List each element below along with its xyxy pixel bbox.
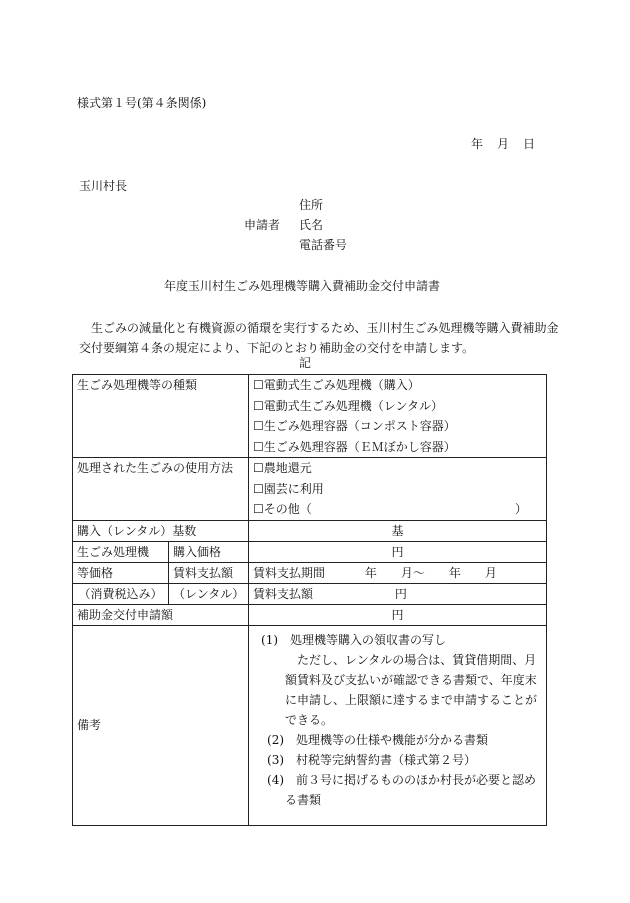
date-year: 年 — [471, 137, 484, 151]
rental-amount-unit: 円 — [394, 586, 407, 601]
price-label-2: 等価格 — [73, 562, 169, 583]
count-unit[interactable]: 基 — [249, 520, 547, 541]
recipient: 玉川村長 — [79, 179, 128, 193]
remark-item-1-note: ただし、レンタルの場合は、賃貸借期間、月額賃料及び支払いが確認できる書類で、年度末に申請し、上限額に達するまで申請することができる。 — [285, 652, 538, 727]
address-label: 住所 — [299, 198, 324, 212]
date-line — [471, 137, 549, 153]
rental-period-label: 賃料支払期間 — [253, 565, 326, 580]
option-other[interactable]: ☐その他（ ） — [253, 499, 542, 520]
ki-marker: 記 — [299, 356, 312, 370]
name-label: 氏名 — [299, 218, 324, 232]
rental-period[interactable] — [249, 562, 547, 583]
subsidy-unit[interactable]: 円 — [249, 604, 547, 625]
option-gardening[interactable]: ☐園芸に利用 — [253, 481, 324, 496]
option-electric-purchase[interactable]: ☐電動式生ごみ処理機（購入） — [253, 378, 420, 392]
remark-item-1: (1) 処理機等購入の領収書の写し — [261, 632, 447, 647]
row-usage — [73, 458, 547, 521]
option-em-bokashi-container[interactable]: ☐生ごみ処理容器（ＥＭぼかし容器） — [253, 439, 456, 454]
rental-amount-label: 賃料支払額 — [253, 586, 314, 601]
subsidy-label: 補助金交付申請額 — [73, 604, 249, 625]
remark-item-4: (4) 前３号に掲げるもののほか村長が必要と認める書類 — [267, 772, 537, 807]
remarks-label: 備考 — [73, 625, 249, 825]
date-month: 月 — [497, 137, 510, 151]
remarks-content — [249, 625, 547, 825]
remark-item-2: (2) 処理機等の仕様や機能が分かる書類 — [267, 732, 489, 747]
count-label: 購入（レンタル）基数 — [73, 520, 249, 541]
application-table — [72, 374, 547, 826]
purchase-price-unit[interactable]: 円 — [249, 541, 547, 562]
row-rental-period — [73, 562, 547, 583]
rental-period-value: 年 月～ 年 月 — [364, 565, 497, 580]
phone-label: 電話番号 — [299, 238, 348, 252]
row-count — [73, 520, 547, 541]
form-number: 様式第１号(第４条関係) — [77, 96, 207, 110]
row-remarks — [73, 625, 547, 825]
rental-label-1: 賃料支払額 — [169, 562, 249, 583]
row-equipment-type — [73, 375, 547, 458]
purchase-price-label: 購入価格 — [169, 541, 249, 562]
body-paragraph: 生ごみの減量化と有機資源の循環を実行するため、玉川村生ごみ処理機等購入費補助金交付要綱第４条の規定により、下記のとおり補助金の交付を申請します。 — [79, 321, 559, 355]
row-purchase-price — [73, 541, 547, 562]
applicant-label: 申請者 — [244, 218, 281, 232]
equipment-options — [249, 375, 547, 458]
price-label-1: 生ごみ処理機 — [73, 541, 169, 562]
date-day: 日 — [523, 137, 536, 151]
option-farmland[interactable]: ☐農地還元 — [253, 461, 312, 475]
row-subsidy — [73, 604, 547, 625]
other-close-paren: ） — [515, 502, 528, 516]
usage-label: 処理された生ごみの使用方法 — [73, 458, 249, 521]
option-compost-container[interactable]: ☐生ごみ処理容器（コンポスト容器） — [253, 419, 456, 433]
rental-label-2: （レンタル） — [169, 583, 249, 604]
equipment-type-label: 生ごみ処理機等の種類 — [73, 375, 249, 458]
row-rental-amount — [73, 583, 547, 604]
option-electric-rental[interactable]: ☐電動式生ごみ処理機（レンタル） — [253, 398, 443, 413]
rental-amount[interactable] — [249, 583, 547, 604]
usage-options — [249, 458, 547, 521]
remark-item-3: (3) 村税等完納誓約書（様式第２号） — [267, 752, 477, 767]
price-label-3: （消費税込み） — [73, 583, 169, 604]
document-title: 年度玉川村生ごみ処理機等購入費補助金交付申請書 — [164, 279, 441, 293]
